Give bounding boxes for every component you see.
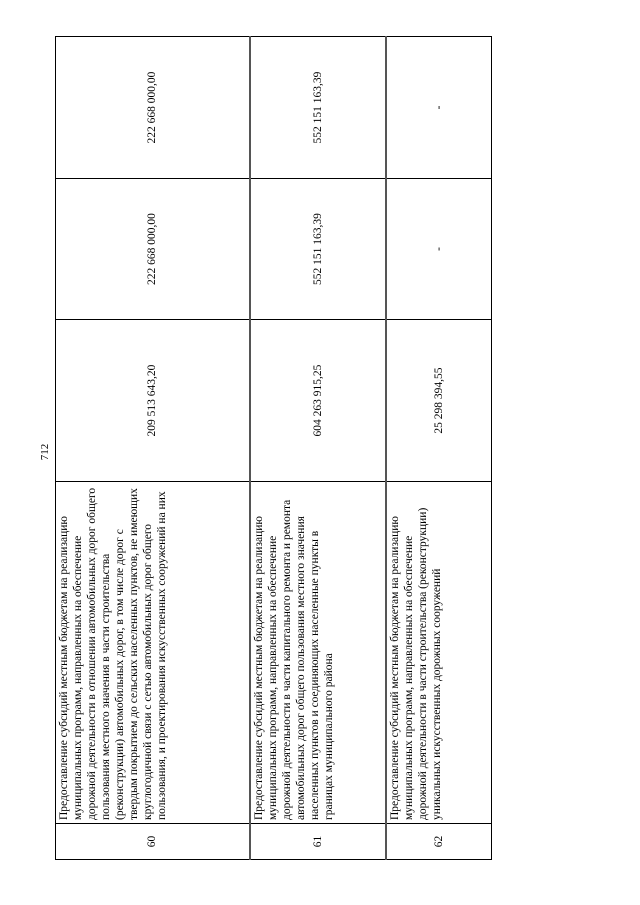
page-number: 712 xyxy=(39,443,51,461)
value-column-1: 25 298 394,55 xyxy=(386,320,492,482)
budget-table-container xyxy=(55,37,491,860)
value-column-3: 222 668 000,00 xyxy=(56,37,250,179)
row-description: Предоставление субсидий местным бюджетам на реализацию муниципальных программ, направленных на обеспечение дорожной деятельности в части строительства (реконструкции) уникальных искусственных дорожных сооружений xyxy=(386,482,492,824)
row-number: 62 xyxy=(386,824,492,860)
value-column-2: 552 151 163,39 xyxy=(250,179,386,320)
value-column-1: 209 513 643,20 xyxy=(56,320,250,482)
value-column-2: - xyxy=(386,179,492,320)
row-description: Предоставление субсидий местным бюджетам на реализацию муниципальных программ, направленных на обеспечение дорожной деятельности в части капитального ремонта и ремонта автомобильных дорог общего пользования местного значения населенных пунктов и соединяющих населенные пункты в границах муниципального района xyxy=(250,482,386,824)
value-column-2: 222 668 000,00 xyxy=(56,179,250,320)
table-row xyxy=(386,37,492,860)
table-row xyxy=(56,37,250,860)
rotated-table-frame xyxy=(55,37,491,860)
row-number: 60 xyxy=(56,824,250,860)
row-description: Предоставление субсидий местным бюджетам на реализацию муниципальных программ, направленных на обеспечение дорожной деятельности в отношении автомобильных дорог общего пользования местного значения в части строительства (реконструкции) автомобильных дорог, в том числе дорог с твердым покрытием до сельских населенных пунктов, не имеющих круглогодичной связи с сетью автомобильных дорог общего пользования, и проектирования искусственных сооружений на них xyxy=(56,482,250,824)
value-column-3: - xyxy=(386,37,492,179)
table-row xyxy=(250,37,386,860)
budget-table xyxy=(55,36,492,860)
row-number: 61 xyxy=(250,824,386,860)
value-column-1: 604 263 915,25 xyxy=(250,320,386,482)
value-column-3: 552 151 163,39 xyxy=(250,37,386,179)
